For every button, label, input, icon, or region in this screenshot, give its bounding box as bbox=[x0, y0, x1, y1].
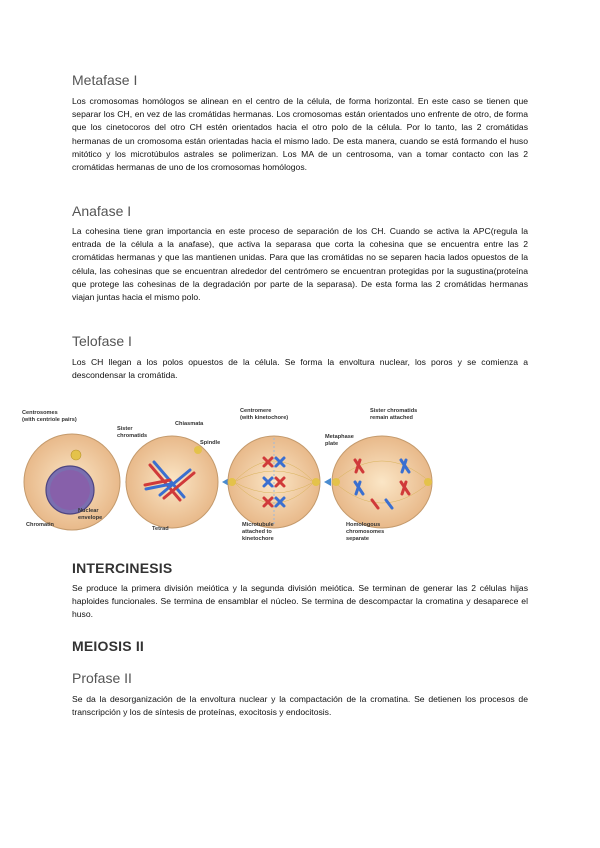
label-sister-chromatids-2: chromatids bbox=[117, 433, 148, 439]
paragraph-telofase: Los CH llegan a los polos opuestos de la célula. Se forma la envoltura nuclear, los poros y se comienza a descondensar la cromátida. bbox=[72, 357, 528, 381]
cell-anaphase-i bbox=[332, 436, 432, 528]
label-centromere: Centromere bbox=[240, 408, 272, 414]
label-metaphase-plate: Metaphase bbox=[325, 434, 354, 440]
label-envelope: envelope bbox=[78, 515, 103, 521]
label-chiasmata: Chiasmata bbox=[175, 421, 204, 427]
cell-prometaphase bbox=[126, 436, 221, 528]
heading-metafase: Metafase I bbox=[72, 72, 138, 88]
label-tetrad: Tetrad bbox=[152, 526, 169, 532]
heading-anafase: Anafase I bbox=[72, 203, 132, 219]
cell-metaphase-i bbox=[228, 436, 320, 528]
label-chromatin: Chromatin bbox=[26, 522, 54, 528]
label-centrosomes: Centrosomes bbox=[22, 410, 58, 416]
label-sister-attached: Sister chromatids bbox=[370, 408, 418, 414]
paragraph-metafase: Los cromosomas homólogos se alinean en el centro de la célula, de forma horizontal. En este caso se tienen que separar los CH, en vez de las cromátidas hermanas. Los cromosomas están orientados uno enfrente de otro, de forma que los cinetocoros del otro CH estén orientados hacia el otro polo de la célula. Por lo tanto, las 2 cromátidas hermanas de un cromosoma están orientadas hacia el mismo lado. De esta manera, cuando se está formando el huso mitótico y los microtúbulos astrales se polimerizan. Los MA de un centrosoma, van a tomar contacto con las 2 cromátidas hermanas de uno de los cromosomas homólogos. bbox=[72, 96, 528, 173]
heading-meiosis-ii: MEIOSIS II bbox=[72, 638, 145, 654]
paragraph-anafase: La cohesina tiene gran importancia en este proceso de separación de los CH. Cuando se activa la APC(regula la entrada de la célula a la anafase), que activa la separasa que corta la cohesina que se encuentra entre las 2 cromátidas hermanas y que las mantienen unidas. Para que las cromátidas no se separen hacia lados opuestos de la célula, las cohesinas que se encuentran alrededor del centrómero se encuentran protegidas por la sugustina(proteína que protege las cohesinas de la degradación por parte de la separasa). De esta forma las 2 cromátidas hermanas viajan juntas hacia el mismo polo. bbox=[72, 226, 528, 303]
meiosis-i-diagram bbox=[20, 400, 436, 550]
label-spindle: Spindle bbox=[200, 440, 221, 446]
label-sister-attached-2: remain attached bbox=[370, 415, 413, 421]
label-sister-chromatids: Sister bbox=[117, 426, 133, 432]
label-centrosomes-sub: (with centriole pairs) bbox=[22, 417, 77, 423]
heading-intercinesis: INTERCINESIS bbox=[72, 560, 173, 576]
heading-telofase: Telofase I bbox=[72, 333, 132, 349]
label-homologous-2: chromosomes bbox=[346, 529, 385, 535]
label-homologous: Homologous bbox=[346, 522, 381, 528]
label-homologous-3: separate bbox=[346, 536, 370, 542]
label-metaphase-plate-2: plate bbox=[325, 441, 339, 447]
label-microtubule: Microtubule bbox=[242, 522, 274, 528]
label-nuclear: Nuclear bbox=[78, 508, 99, 514]
label-centromere-sub: (with kinetochore) bbox=[240, 415, 289, 421]
cell-prophase bbox=[24, 434, 120, 530]
paragraph-profase-ii: Se da la desorganización de la envoltura nuclear y la compactación de la cromatina. Se detienen los procesos de transcripción y los de síntesis de proteínas, exocitosis y endocitosis. bbox=[72, 694, 528, 718]
label-microtubule-3: kinetochore bbox=[242, 536, 274, 542]
label-microtubule-2: attached to bbox=[242, 529, 272, 535]
paragraph-intercinesis: Se produce la primera división meiótica y la segunda división meiótica. Se terminan de generar las 2 células hijas haploides funcionales. Se termina de ensamblar el núcleo. Se termina de descompactar la cromatina y desaparece el huso. bbox=[72, 583, 528, 620]
heading-profase-ii: Profase II bbox=[72, 670, 132, 686]
